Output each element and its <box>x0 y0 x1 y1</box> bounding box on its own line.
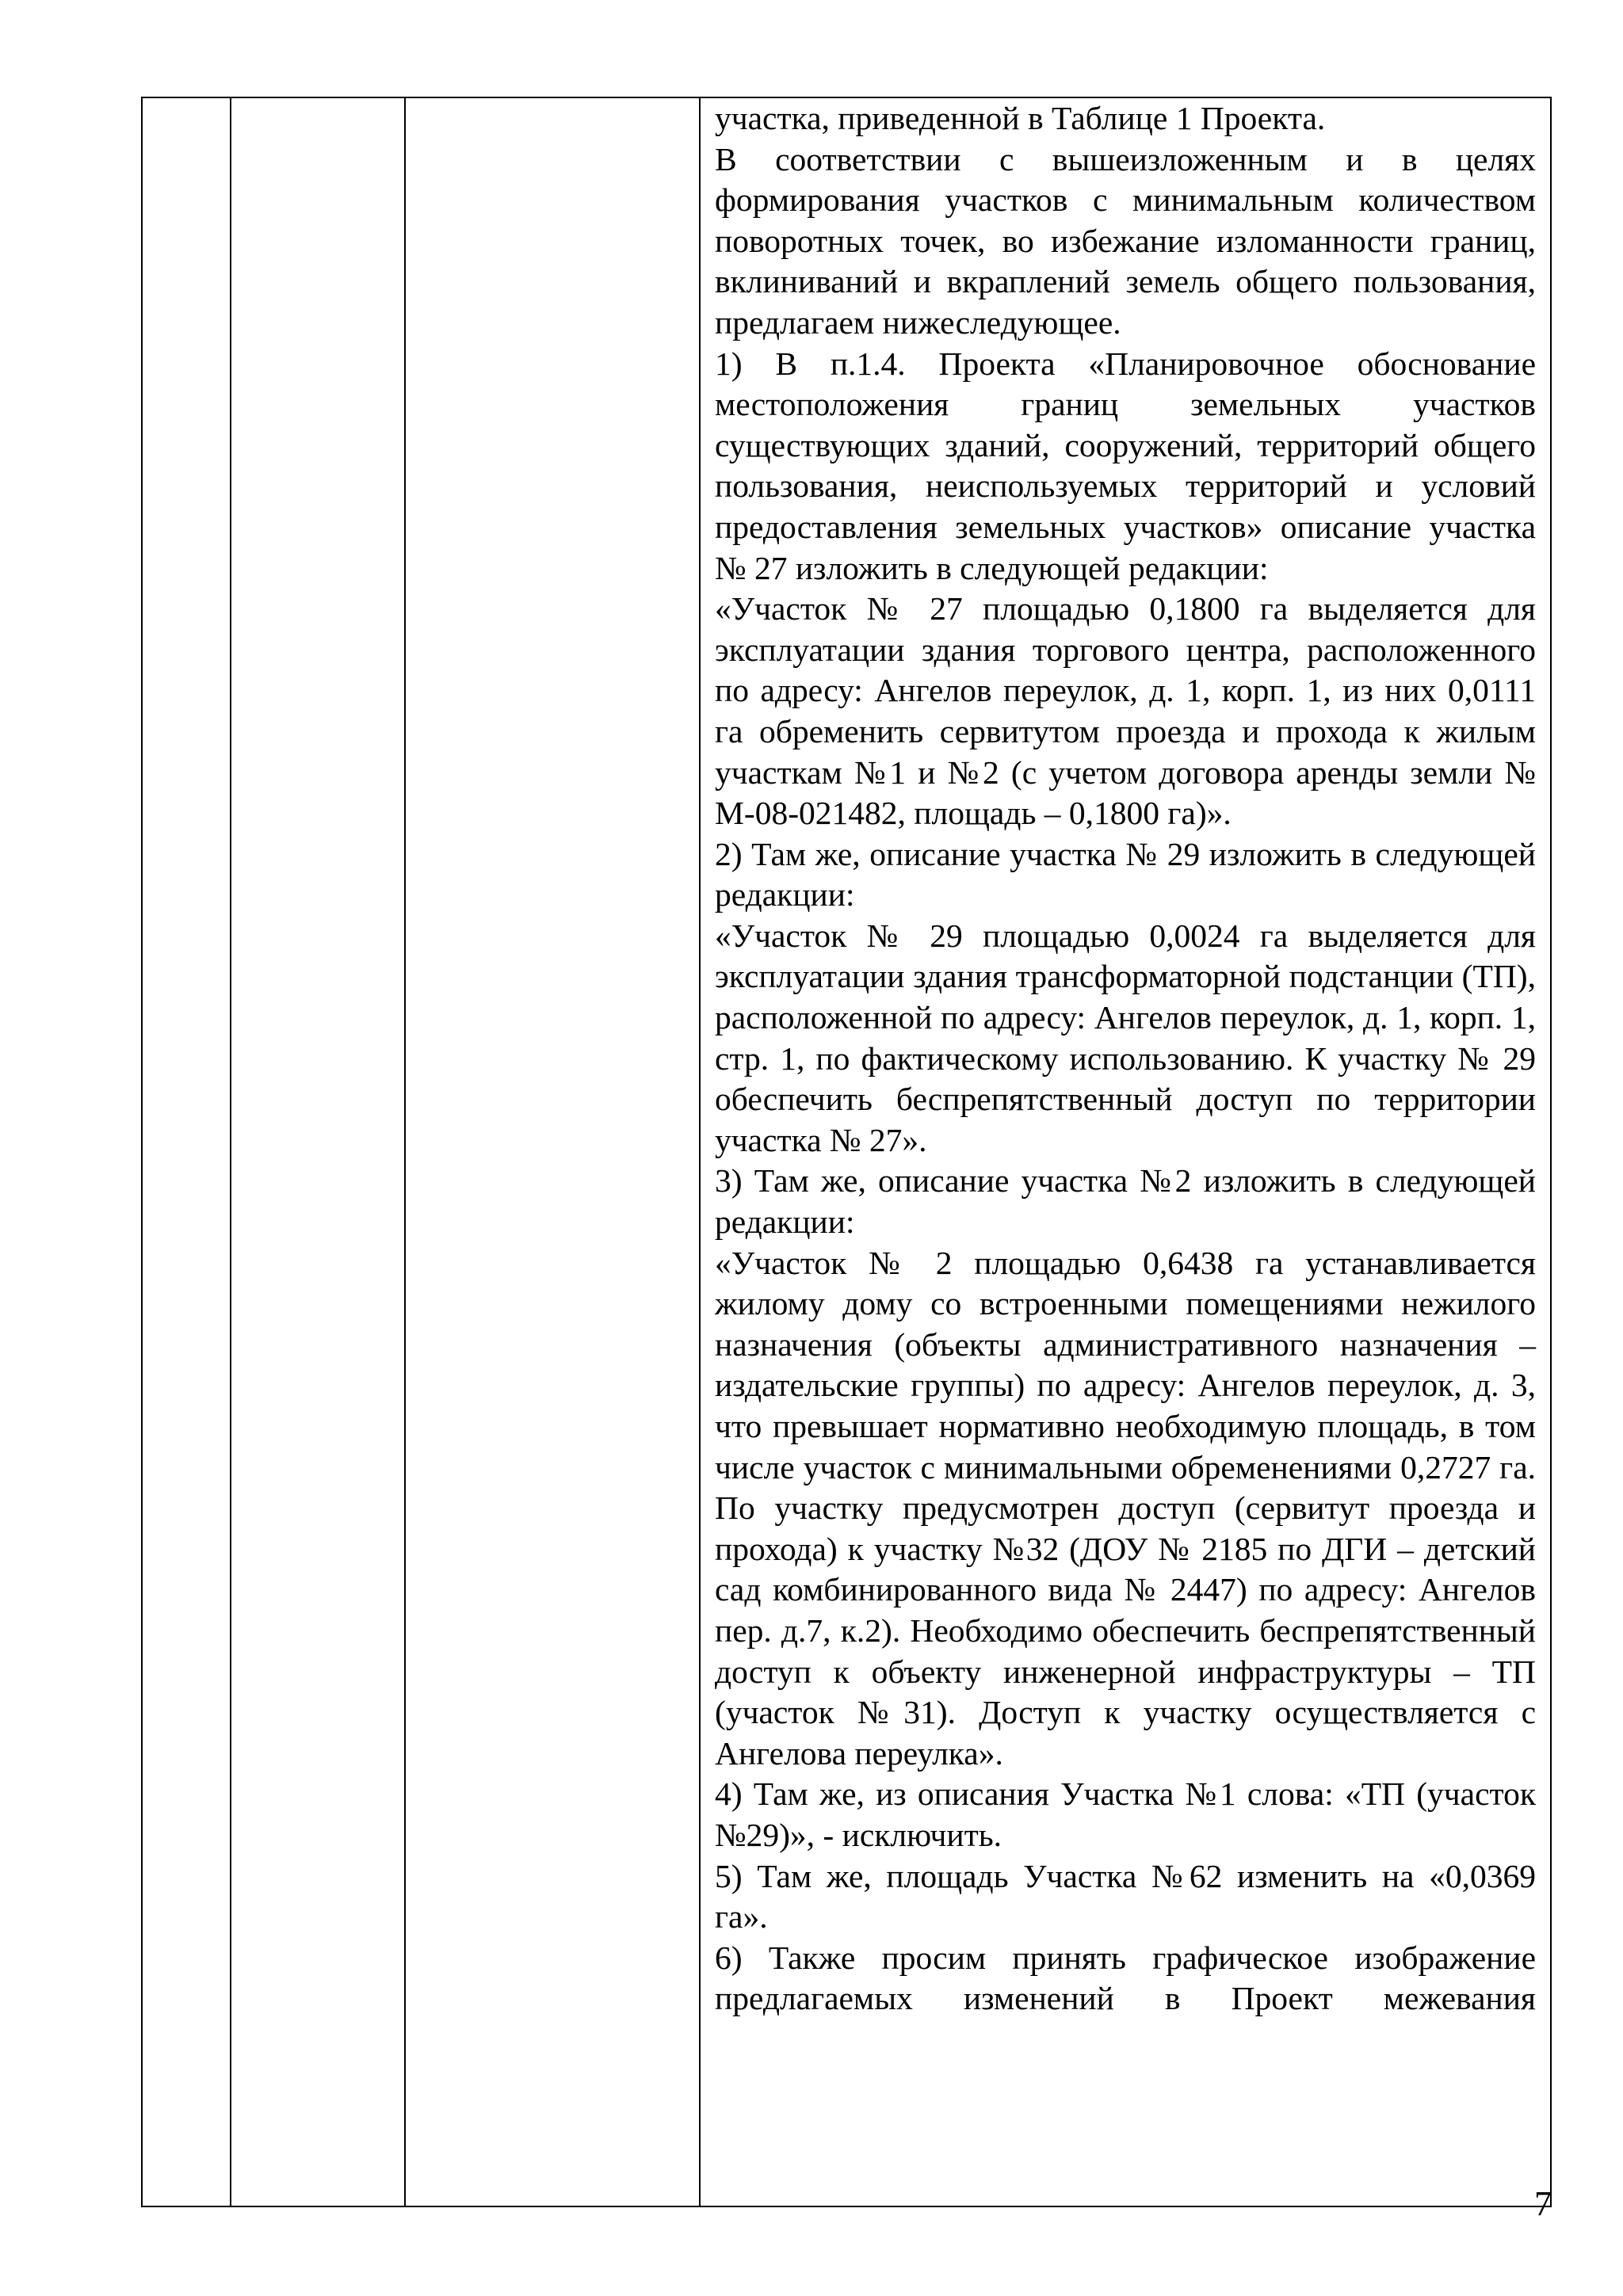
content-text <box>715 98 1536 2019</box>
paragraph: 3) Там же, описание участка №2 изложить в следующей редакции: <box>715 1162 1536 1241</box>
paragraph: 6) Также просим принять графическое изображение предлагаемых изменений в Проект межевания <box>715 1939 1536 2017</box>
table-row <box>142 97 1551 2206</box>
paragraph: 2) Там же, описание участка № 29 изложить в следующей редакции: <box>715 835 1536 913</box>
paragraph: участка, приведенной в Таблице 1 Проекта. <box>715 100 1326 136</box>
paragraph: 5) Там же, площадь Участка №62 изменить на «0,0369 га». <box>715 1857 1536 1936</box>
page-number: 7 <box>1534 2184 1552 2223</box>
paragraph: 1) В п.1.4. Проекта «Планировочное обоснование местоположения границ земельных участков существующих зданий, сооружений, территорий общего пользования, неиспользуемых территорий и условий предоставления земельных участков» описание участка № 27 изложить в следующей редакции: <box>715 345 1536 586</box>
table-cell-empty-1 <box>142 97 231 2206</box>
paragraph: В соответствии с вышеизложенным и в целях формирования участков с минимальным количеством поворотных точек, во избежание изломанности границ, вклиниваний и вкраплений земель общего пользования, предлагаем нижеследующее. <box>715 140 1536 341</box>
paragraph: «Участок № 2 площадью 0,6438 га устанавливается жилому дому со встроенными помещениями нежилого назначения (объекты административного назначения – издательские группы) по адресу: Ангелов переулок, д. 3, что превышает нормативно необходимую площадь, в том числе участок с минимальными обременениями 0,2727 га. По участку предусмотрен доступ (сервитут проезда и прохода) к участку №32 (ДОУ № 2185 по ДГИ – детский сад комбинированного вида № 2447) по адресу: Ангелов пер. д.7, к.2). Необходимо обеспечить беспрепятственный доступ к объекту инженерной инфраструктуры – ТП (участок №31). Доступ к участку осуществляется с Ангелова переулка». <box>715 1244 1536 1772</box>
content-table <box>141 97 1552 2207</box>
table-cell-empty-3 <box>405 97 700 2206</box>
paragraph: «Участок № 29 площадью 0,0024 га выделяется для эксплуатации здания трансформаторной подстанции (ТП), расположенной по адресу: Ангелов переулок, д. 1, корп. 1, стр. 1, по фактическому использованию. К участку № 29 обеспечить беспрепятственный доступ по территории участка № 27». <box>715 917 1536 1158</box>
table-cell-content <box>700 97 1551 2206</box>
paragraph: «Участок № 27 площадью 0,1800 га выделяется для эксплуатации здания торгового центра, расположенного по адресу: Ангелов переулок, д. 1, корп. 1, из них 0,0111 га обременить сервитутом проезда и прохода к жилым участкам №1 и №2 (с учетом договора аренды земли № М-08-021482, площадь – 0,1800 га)». <box>715 590 1536 832</box>
paragraph: 4) Там же, из описания Участка №1 слова: «ТП (участок №29)», - исключить. <box>715 1775 1536 1853</box>
table-cell-empty-2 <box>231 97 405 2206</box>
